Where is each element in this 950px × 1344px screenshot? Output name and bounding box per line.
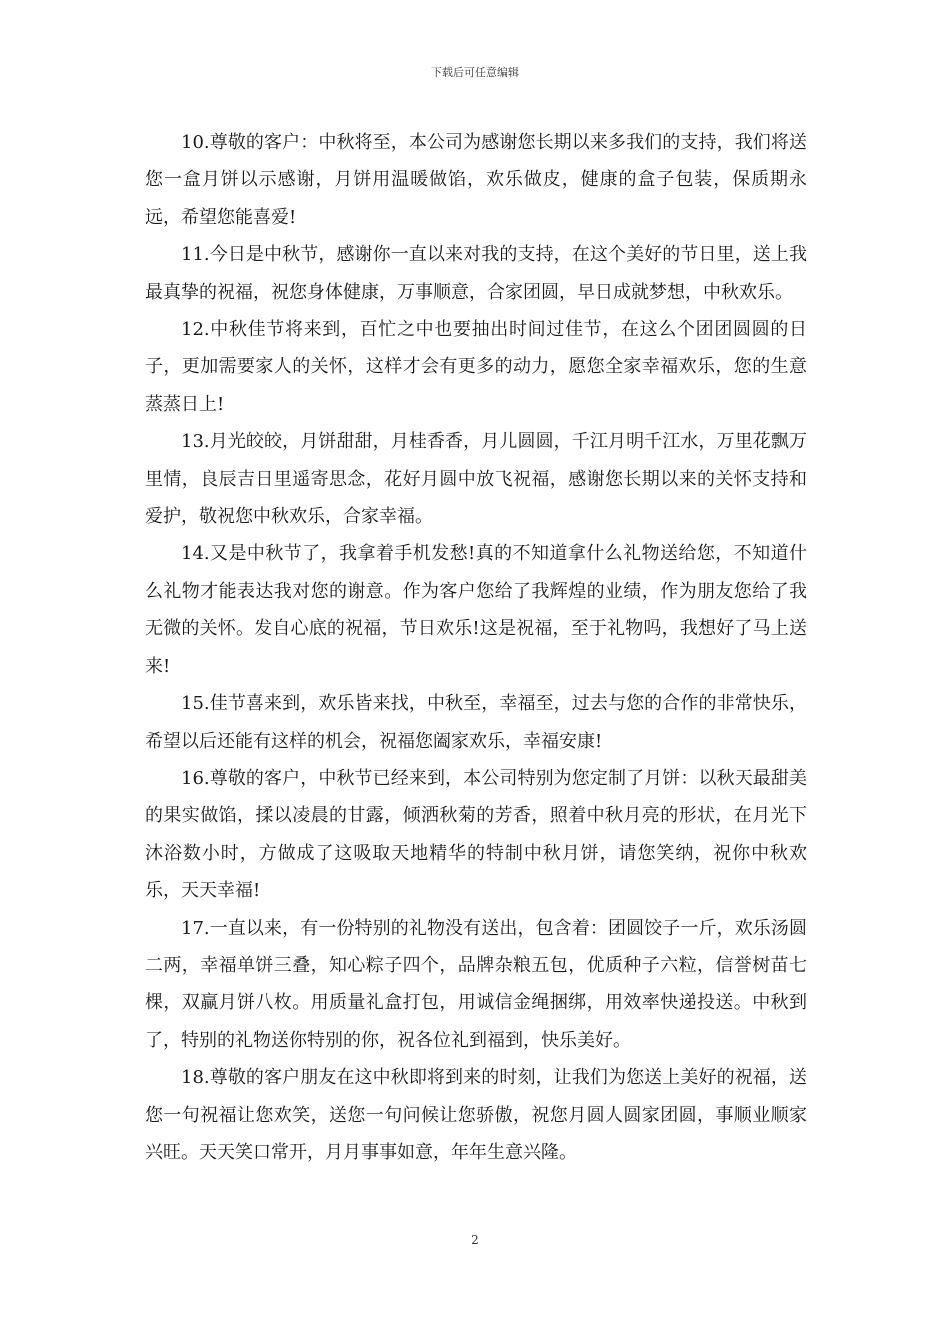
paragraph-18: 18.尊敬的客户朋友在这中秋即将到来的时刻，让我们为您送上美好的祝福，送您一句祝福让您欢笑，送您一句问候让您骄傲，祝您月圆人圆家团圆，事顺业顺家兴旺。天天笑口常开，月月事事如意，年年生意兴隆。 bbox=[145, 1067, 807, 1163]
paragraph-11: 11.今日是中秋节，感谢你一直以来对我的支持，在这个美好的节日里，送上我最真挚的祝福，祝您身体健康，万事顺意，合家团圆，早日成就梦想，中秋欢乐。 bbox=[145, 244, 807, 303]
page-header: 下载后可任意编辑 bbox=[431, 66, 519, 79]
paragraph-12: 12.中秋佳节将来到，百忙之中也要抽出时间过佳节，在这么个团团圆圆的日子，更加需要家人的关怀，这样才会有更多的动力，愿您全家幸福欢乐，您的生意蒸蒸日上! bbox=[145, 319, 807, 415]
page-number: 2 bbox=[471, 1233, 479, 1247]
paragraph-16: 16.尊敬的客户，中秋节已经来到，本公司特别为您定制了月饼：以秋天最甜美的果实做馅，揉以凌晨的甘露，倾洒秋菊的芳香，照着中秋月亮的形状，在月光下沐浴数小时，方做成了这吸取天地精华的特制中秋月饼，请您笑纳，祝你中秋欢乐，天天幸福! bbox=[145, 767, 807, 902]
paragraph-10: 10.尊敬的客户：中秋将至，本公司为感谢您长期以来多我们的支持，我们将送您一盒月饼以示感谢，月饼用温暖做馅，欢乐做皮，健康的盒子包装，保质期永远，希望您能喜爱! bbox=[145, 132, 807, 228]
paragraph-13: 13.月光皎皎，月饼甜甜，月桂香香，月儿圆圆，千江月明千江水，万里花飘万里情，良辰吉日里遥寄思念，花好月圆中放飞祝福，感谢您长期以来的关怀支持和爱护，敬祝您中秋欢乐，合家幸福。 bbox=[145, 431, 807, 528]
paragraph-15: 15.佳节喜来到，欢乐皆来找，中秋至，幸福至，过去与您的合作的非常快乐，希望以后还能有这样的机会，祝福您阖家欢乐，幸福安康! bbox=[145, 693, 807, 752]
paragraph-17: 17.一直以来，有一份特别的礼物没有送出，包含着：团圆饺子一斤，欢乐汤圆二两，幸福单饼三叠，知心粽子四个，品牌杂粮五包，优质种子六粒，信誉树苗七棵，双赢月饼八枚。用质量礼盒打包，用诚信金绳捆绑，用效率快递投送。中秋到了，特别的礼物送你特别的你，祝各位礼到福到，快乐美好。 bbox=[145, 917, 807, 1051]
paragraph-14: 14.又是中秋节了，我拿着手机发愁!真的不知道拿什么礼物送给您，不知道什么礼物才能表达我对您的谢意。作为客户您给了我辉煌的业绩，作为朋友您给了我无微的关怀。发自心底的祝福，节日欢乐!这是祝福，至于礼物吗，我想好了马上送来! bbox=[145, 543, 807, 677]
document-body bbox=[145, 124, 807, 1171]
